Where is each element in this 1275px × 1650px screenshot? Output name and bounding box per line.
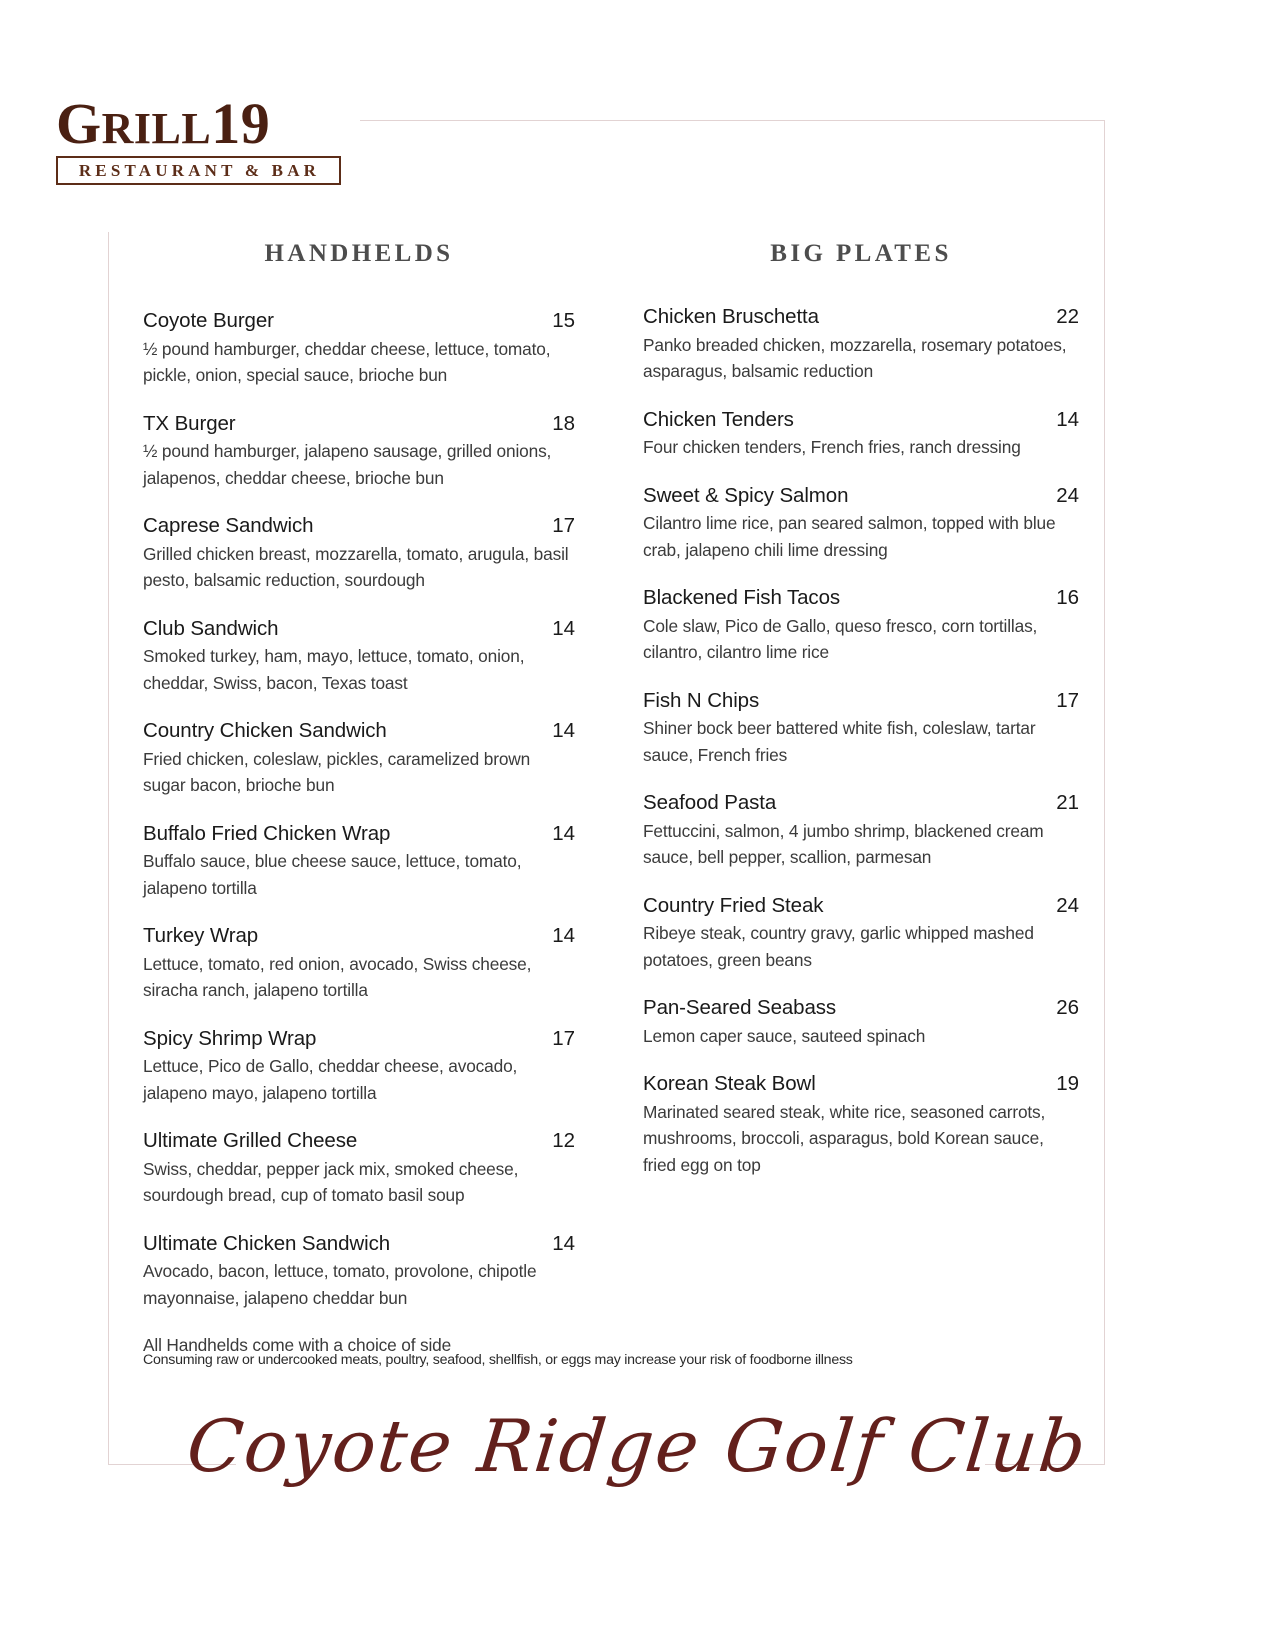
menu-item-price: 22 — [1056, 305, 1079, 328]
frame-border-top — [360, 120, 1105, 121]
menu-item — [143, 616, 575, 697]
menu-item — [643, 304, 1079, 385]
menu-item-name: Buffalo Fried Chicken Wrap — [143, 821, 391, 845]
menu-item-description: Four chicken tenders, French fries, ranch dressing — [643, 437, 1021, 458]
menu-item-price: 19 — [1056, 1072, 1079, 1096]
menu-item — [643, 1071, 1079, 1178]
menu-item-price: 16 — [1056, 586, 1079, 610]
menu-item-header — [143, 513, 575, 539]
menu-item-description: Grilled chicken breast, mozzarella, tomato, arugula, basil pesto, balsamic reduction, sourdough — [143, 543, 569, 591]
menu-item-description: Shiner bock beer battered white fish, coleslaw, tartar sauce, French fries — [643, 718, 1036, 765]
menu-item-header — [643, 407, 1079, 433]
menu-item-name: Country Chicken Sandwich — [143, 719, 387, 743]
menu-item-price: 26 — [1056, 996, 1079, 1020]
menu-item-name: Ultimate Grilled Cheese — [143, 1129, 358, 1153]
menu-item-price: 14 — [552, 1231, 575, 1255]
menu-item-header — [143, 308, 575, 334]
menu-item-price: 24 — [1056, 483, 1079, 507]
logo-subtitle: RESTAURANT & BAR — [56, 156, 341, 185]
menu-item-name: Spicy Shrimp Wrap — [143, 1026, 317, 1050]
menu-item — [643, 407, 1079, 461]
menu-item-header — [643, 304, 1079, 330]
menu-item-description: Fettuccini, salmon, 4 jumbo shrimp, blackened cream sauce, bell pepper, scallion, parmesan — [643, 820, 1044, 868]
menu-item-description: Marinated seared steak, white rice, seasoned carrots, mushrooms, broccoli, asparagus, bold Korean sauce, fried egg on top — [643, 1101, 1046, 1175]
menu-item-name: Korean Steak Bowl — [643, 1072, 816, 1096]
menu-item-header — [643, 1071, 1079, 1097]
menu-item — [143, 718, 575, 799]
menu-item-name: TX Burger — [143, 411, 236, 435]
big-plates-item-list — [643, 304, 1079, 1178]
menu-item — [143, 1231, 575, 1312]
menu-item — [643, 483, 1079, 564]
menu-item-description: Avocado, bacon, lettuce, tomato, provolone, chipotle mayonnaise, jalapeno cheddar bun — [143, 1261, 537, 1308]
menu-columns — [0, 240, 1275, 1356]
menu-item — [643, 995, 1079, 1049]
menu-item-name: Ultimate Chicken Sandwich — [143, 1231, 391, 1255]
menu-item-description: Buffalo sauce, blue cheese sauce, lettuce, tomato, jalapeno tortilla — [143, 851, 522, 898]
menu-item — [143, 513, 575, 594]
logo-wordmark — [56, 91, 341, 156]
menu-item-description: ½ pound hamburger, jalapeno sausage, grilled onions, jalapenos, cheddar cheese, brioche bun — [143, 441, 552, 488]
menu-item — [643, 893, 1079, 974]
menu-item-description: Lettuce, tomato, red onion, avocado, Swiss cheese, siracha ranch, jalapeno tortilla — [143, 953, 532, 1001]
menu-item-header — [143, 1231, 575, 1257]
menu-item — [143, 1026, 575, 1107]
menu-item-price: 24 — [1056, 893, 1079, 917]
menu-item-price: 17 — [1056, 688, 1079, 712]
menu-item-price: 14 — [552, 821, 575, 845]
menu-item-header — [143, 616, 575, 642]
menu-item-name: Chicken Tenders — [643, 407, 794, 431]
menu-item-price: 14 — [552, 719, 575, 743]
menu-item-name: Country Fried Steak — [643, 893, 824, 917]
big-plates-column — [643, 240, 1079, 1356]
menu-item-header — [643, 790, 1079, 816]
menu-item-price: 14 — [552, 616, 575, 640]
menu-item-name: Fish N Chips — [643, 688, 760, 712]
menu-item-header — [643, 995, 1079, 1021]
menu-item-name: Sweet & Spicy Salmon — [643, 483, 849, 507]
menu-item-price: 12 — [552, 1129, 575, 1153]
menu-item-description: Panko breaded chicken, mozzarella, rosemary potatoes, asparagus, balsamic reduction — [643, 334, 1067, 382]
menu-item-name: Club Sandwich — [143, 616, 279, 640]
menu-item-price: 14 — [1056, 407, 1079, 431]
menu-item-name: Blackened Fish Tacos — [643, 586, 841, 610]
menu-item-header — [143, 923, 575, 949]
handhelds-side-note: All Handhelds come with a choice of side — [143, 1335, 452, 1356]
menu-item-header — [143, 1128, 575, 1154]
menu-item-name: Coyote Burger — [143, 309, 274, 332]
menu-item-price: 17 — [552, 1026, 575, 1050]
menu-item-description: Swiss, cheddar, pepper jack mix, smoked cheese, sourdough bread, cup of tomato basil soup — [143, 1158, 519, 1206]
menu-item-header — [643, 688, 1079, 714]
menu-item-header — [143, 1026, 575, 1052]
menu-item-header — [643, 483, 1079, 509]
menu-item-name: Turkey Wrap — [143, 924, 259, 948]
handhelds-item-list — [143, 308, 575, 1311]
menu-item-description: Ribeye steak, country gravy, garlic whipped mashed potatoes, green beans — [643, 923, 1034, 970]
menu-item-price: 18 — [552, 411, 575, 435]
handhelds-column — [143, 240, 575, 1356]
menu-item-description: Smoked turkey, ham, mayo, lettuce, tomato, onion, cheddar, Swiss, bacon, Texas toast — [143, 646, 525, 693]
menu-item — [143, 821, 575, 902]
menu-item-price: 15 — [552, 309, 575, 332]
menu-item — [143, 411, 575, 492]
menu-item — [643, 688, 1079, 769]
section-title-big-plates: BIG PLATES — [770, 240, 952, 267]
menu-item — [643, 585, 1079, 666]
menu-item-name: Pan-Seared Seabass — [643, 996, 837, 1020]
menu-item-header — [143, 411, 575, 437]
menu-item-header — [143, 718, 575, 744]
brand-logo — [56, 91, 341, 185]
foodborne-illness-disclaimer: Consuming raw or undercooked meats, poultry, seafood, shellfish, or eggs may increase your risk of foodborne illness — [143, 1352, 853, 1368]
menu-item-header — [143, 821, 575, 847]
menu-item-header — [643, 893, 1079, 919]
logo-main-text: RILL — [101, 104, 212, 153]
menu-item — [143, 1128, 575, 1209]
menu-item-description: Lemon caper sauce, sauteed spinach — [643, 1025, 926, 1046]
menu-item-description: Lettuce, Pico de Gallo, cheddar cheese, avocado, jalapeno mayo, jalapeno tortilla — [143, 1056, 518, 1103]
menu-item-price: 21 — [1056, 791, 1079, 815]
logo-initial: G — [56, 91, 102, 156]
menu-item — [643, 790, 1079, 871]
logo-number: 19 — [211, 91, 271, 156]
section-title-handhelds: HANDHELDS — [264, 240, 454, 267]
menu-item-name: Caprese Sandwich — [143, 514, 314, 538]
menu-item — [143, 923, 575, 1004]
footer-club-signature: Coyote Ridge Golf Club — [183, 1404, 1092, 1488]
menu-item-description: Cole slaw, Pico de Gallo, queso fresco, corn tortillas, cilantro, cilantro lime rice — [643, 615, 1038, 663]
menu-item-description: Fried chicken, coleslaw, pickles, caramelized brown sugar bacon, brioche bun — [143, 748, 531, 796]
menu-item-price: 14 — [552, 924, 575, 948]
menu-item-header — [643, 585, 1079, 611]
menu-item — [143, 308, 575, 389]
menu-item-description: Cilantro lime rice, pan seared salmon, topped with blue crab, jalapeno chili lime dressing — [643, 513, 1056, 560]
menu-item-name: Chicken Bruschetta — [643, 305, 819, 328]
menu-item-description: ½ pound hamburger, cheddar cheese, lettuce, tomato, pickle, onion, special sauce, brioche bun — [143, 338, 551, 386]
menu-item-price: 17 — [552, 514, 575, 538]
menu-item-name: Seafood Pasta — [643, 791, 777, 815]
